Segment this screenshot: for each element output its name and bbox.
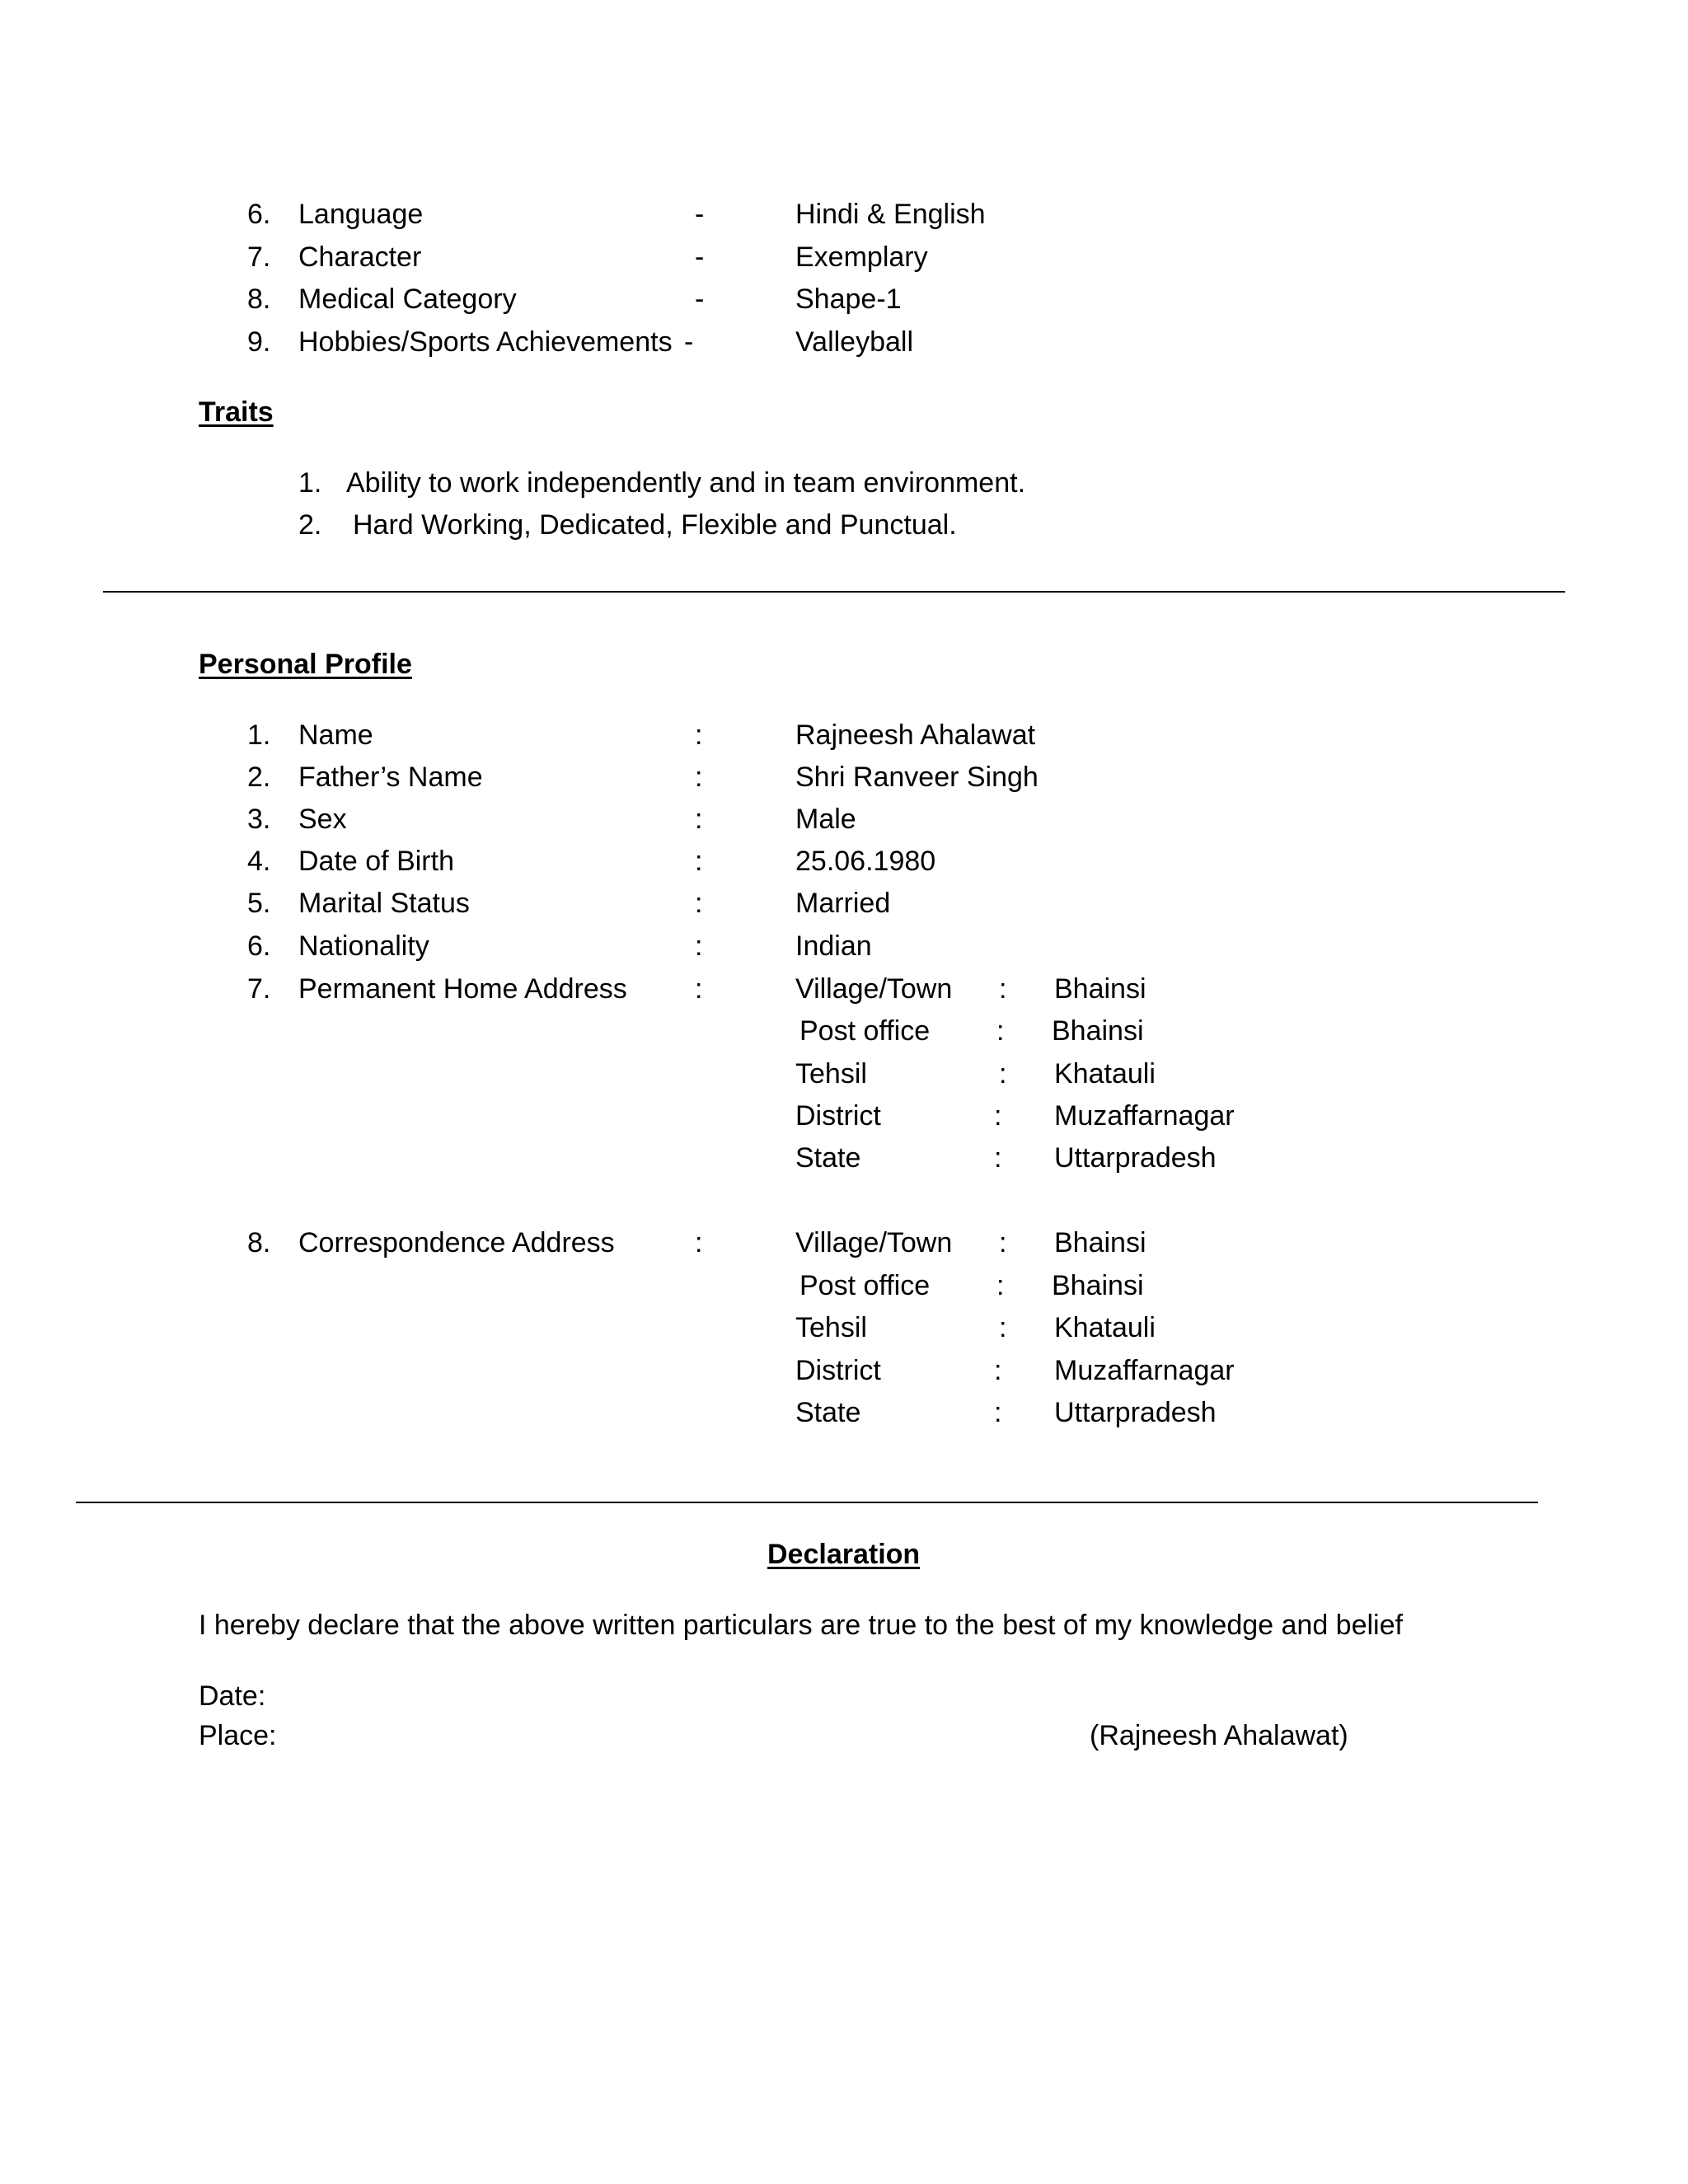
- item-number: 6.: [247, 199, 271, 230]
- address-field-separator: :: [999, 973, 1007, 1005]
- address-field-value: Bhainsi: [1052, 1270, 1144, 1301]
- item-label: Character: [298, 241, 422, 273]
- profile-number: 7.: [247, 973, 271, 1005]
- section-divider: [103, 591, 1565, 593]
- place-label: Place:: [199, 1720, 277, 1751]
- item-value: Valleyball: [795, 326, 914, 358]
- trait-number: 1.: [298, 467, 322, 499]
- address-field-key: Post office: [799, 1015, 931, 1047]
- address-field-key: Tehsil: [795, 1312, 867, 1343]
- item-label: Language: [298, 199, 424, 230]
- profile-value: Male: [795, 804, 856, 835]
- item-separator: -: [695, 241, 705, 273]
- address-field-separator: :: [994, 1397, 1002, 1428]
- traits-heading: Traits: [199, 396, 274, 428]
- address-field-separator: :: [994, 1142, 1002, 1174]
- declaration-heading: Declaration: [767, 1539, 921, 1570]
- trait-number: 2.: [298, 509, 322, 541]
- profile-number: 6.: [247, 930, 271, 962]
- permanent-address-label: Permanent Home Address: [298, 973, 627, 1005]
- profile-separator: :: [695, 973, 703, 1005]
- profile-label: Date of Birth: [298, 846, 454, 877]
- profile-number: 5.: [247, 888, 271, 919]
- item-value: Exemplary: [795, 241, 928, 273]
- address-field-value: Bhainsi: [1052, 1015, 1144, 1047]
- address-field-key: State: [795, 1142, 861, 1174]
- item-separator: -: [695, 199, 705, 230]
- address-field-value: Bhainsi: [1054, 1227, 1146, 1258]
- address-field-value: Uttarpradesh: [1054, 1142, 1217, 1174]
- profile-separator: :: [695, 762, 703, 793]
- profile-value: Rajneesh Ahalawat: [795, 719, 1036, 751]
- profile-value: 25.06.1980: [795, 846, 936, 877]
- profile-number: 1.: [247, 719, 271, 751]
- address-field-key: Village/Town: [795, 973, 953, 1005]
- address-field-key: District: [795, 1100, 881, 1132]
- profile-number: 4.: [247, 846, 271, 877]
- address-field-value: Muzaffarnagar: [1054, 1355, 1235, 1386]
- profile-separator: :: [695, 888, 703, 919]
- profile-separator: :: [695, 846, 703, 877]
- date-label: Date:: [199, 1680, 266, 1712]
- profile-label: Father’s Name: [298, 762, 483, 793]
- address-field-key: District: [795, 1355, 881, 1386]
- profile-separator: :: [695, 930, 703, 962]
- address-field-separator: :: [994, 1100, 1002, 1132]
- address-field-separator: :: [996, 1270, 1005, 1301]
- address-field-separator: :: [999, 1227, 1007, 1258]
- item-separator: -: [684, 326, 694, 358]
- profile-value: Indian: [795, 930, 872, 962]
- address-field-key: Post office: [799, 1270, 931, 1301]
- address-field-separator: :: [994, 1355, 1002, 1386]
- item-label: Medical Category: [298, 284, 517, 315]
- address-field-value: Khatauli: [1054, 1058, 1156, 1090]
- profile-label: Sex: [298, 804, 347, 835]
- address-field-value: Khatauli: [1054, 1312, 1156, 1343]
- profile-separator: :: [695, 804, 703, 835]
- address-field-separator: :: [999, 1312, 1007, 1343]
- item-number: 7.: [247, 241, 271, 273]
- address-field-key: State: [795, 1397, 861, 1428]
- address-field-value: Bhainsi: [1054, 973, 1146, 1005]
- profile-separator: :: [695, 719, 703, 751]
- profile-number: 2.: [247, 762, 271, 793]
- address-field-key: Tehsil: [795, 1058, 867, 1090]
- address-field-value: Uttarpradesh: [1054, 1397, 1217, 1428]
- item-number: 9.: [247, 326, 271, 358]
- item-label: Hobbies/Sports Achievements: [298, 326, 673, 358]
- profile-number: 3.: [247, 804, 271, 835]
- profile-number: 8.: [247, 1227, 271, 1258]
- profile-label: Name: [298, 719, 373, 751]
- address-field-separator: :: [999, 1058, 1007, 1090]
- personal-profile-heading: Personal Profile: [199, 649, 412, 680]
- item-value: Hindi & English: [795, 199, 986, 230]
- profile-label: Nationality: [298, 930, 429, 962]
- section-divider: [76, 1502, 1538, 1503]
- trait-text: Hard Working, Dedicated, Flexible and Punctual.: [353, 509, 957, 541]
- declaration-text: I hereby declare that the above written particulars are true to the best of my knowledge and belief: [199, 1610, 1403, 1641]
- profile-value: Married: [795, 888, 891, 919]
- address-field-separator: :: [996, 1015, 1005, 1047]
- item-separator: -: [695, 284, 705, 315]
- profile-value: Shri Ranveer Singh: [795, 762, 1039, 793]
- address-field-key: Village/Town: [795, 1227, 953, 1258]
- item-number: 8.: [247, 284, 271, 315]
- trait-text: Ability to work independently and in team environment.: [346, 467, 1026, 499]
- item-value: Shape-1: [795, 284, 902, 315]
- address-field-value: Muzaffarnagar: [1054, 1100, 1235, 1132]
- profile-separator: :: [695, 1227, 703, 1258]
- correspondence-address-label: Correspondence Address: [298, 1227, 615, 1258]
- signature-name: (Rajneesh Ahalawat): [1090, 1720, 1348, 1751]
- profile-label: Marital Status: [298, 888, 470, 919]
